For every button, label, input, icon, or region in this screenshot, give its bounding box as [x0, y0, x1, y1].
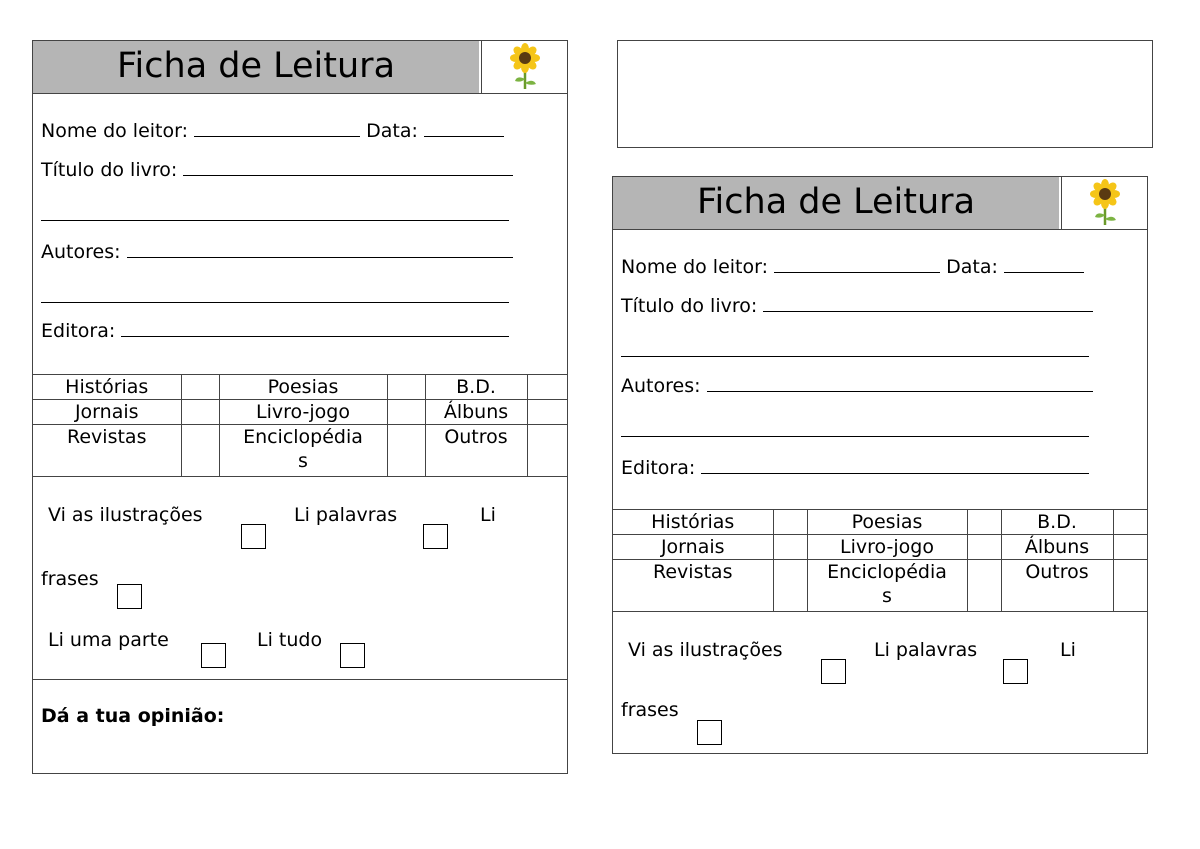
sentences-checkbox[interactable]	[697, 720, 722, 745]
reading-card-left	[32, 40, 568, 774]
type-checkbox[interactable]	[387, 425, 425, 477]
type-checkbox[interactable]	[181, 425, 219, 477]
table-row	[33, 425, 567, 477]
type-checkbox[interactable]	[181, 375, 219, 400]
type-checkbox[interactable]	[773, 560, 807, 612]
type-checkbox[interactable]	[1113, 560, 1147, 612]
type-checkbox[interactable]	[773, 510, 807, 535]
type-checkbox[interactable]	[967, 535, 1001, 560]
type-checkbox[interactable]	[527, 425, 567, 477]
words-label: Li palavras	[294, 504, 398, 526]
type-checkbox[interactable]	[773, 535, 807, 560]
type-label: Outros	[425, 425, 527, 477]
words-checkbox[interactable]	[1003, 659, 1028, 684]
type-label: Jornais	[613, 535, 773, 560]
publisher-field[interactable]	[121, 317, 509, 337]
table-row	[613, 510, 1147, 535]
authors-label: Autores:	[621, 375, 701, 397]
date-field[interactable]	[1004, 253, 1084, 273]
type-label: Histórias	[613, 510, 773, 535]
sentences-label-a: Li	[1060, 639, 1076, 661]
opinion-label: Dá a tua opinião:	[41, 705, 225, 727]
all-checkbox[interactable]	[340, 643, 365, 668]
authors-field[interactable]	[127, 238, 513, 258]
type-checkbox[interactable]	[967, 510, 1001, 535]
type-checkbox[interactable]	[1113, 535, 1147, 560]
type-label: Revistas	[33, 425, 181, 477]
book-title-label: Título do livro:	[41, 159, 178, 181]
publisher-label: Editora:	[621, 457, 696, 479]
authors-row-2	[621, 417, 1089, 442]
divider	[33, 679, 567, 680]
publisher-row	[41, 317, 509, 342]
type-checkbox[interactable]	[1113, 510, 1147, 535]
card-header	[33, 41, 567, 94]
illustrations-label: Vi as ilustrações	[628, 639, 783, 661]
date-field[interactable]	[424, 117, 504, 137]
type-label: Histórias	[33, 375, 181, 400]
type-checkbox[interactable]	[527, 400, 567, 425]
type-checkbox[interactable]	[387, 400, 425, 425]
book-title-row	[621, 292, 1093, 317]
book-title-field-2[interactable]	[41, 201, 509, 221]
type-label: Enciclopédia s	[219, 425, 387, 477]
part-label: Li uma parte	[48, 629, 169, 651]
type-label: Poesias	[807, 510, 967, 535]
table-row	[33, 400, 567, 425]
type-checkbox[interactable]	[181, 400, 219, 425]
type-checkbox[interactable]	[387, 375, 425, 400]
all-label: Li tudo	[257, 629, 323, 651]
part-checkbox[interactable]	[201, 643, 226, 668]
sunflower-icon	[481, 41, 567, 93]
type-label: Outros	[1001, 560, 1113, 612]
type-label: Enciclopédia s	[807, 560, 967, 612]
reader-row	[621, 253, 1084, 278]
publisher-field[interactable]	[701, 454, 1089, 474]
reading-card-right	[612, 176, 1148, 754]
type-label: Revistas	[613, 560, 773, 612]
book-title-row	[41, 156, 513, 181]
date-label: Data:	[366, 120, 418, 142]
type-label: Álbuns	[425, 400, 527, 425]
type-checkbox[interactable]	[967, 560, 1001, 612]
book-types-table	[33, 374, 567, 477]
book-title-field[interactable]	[183, 156, 513, 176]
book-title-field[interactable]	[763, 292, 1093, 312]
table-row	[33, 375, 567, 400]
reader-field[interactable]	[194, 117, 360, 137]
words-checkbox[interactable]	[423, 524, 448, 549]
words-label: Li palavras	[874, 639, 978, 661]
reader-label: Nome do leitor:	[41, 120, 188, 142]
authors-field-2[interactable]	[621, 417, 1089, 437]
authors-row	[41, 238, 513, 263]
book-title-row-2	[41, 201, 509, 226]
type-label: B.D.	[1001, 510, 1113, 535]
type-label: B.D.	[425, 375, 527, 400]
type-label: Jornais	[33, 400, 181, 425]
card-title: Ficha de Leitura	[613, 177, 1059, 229]
publisher-label: Editora:	[41, 320, 116, 342]
table-row	[613, 560, 1147, 612]
book-title-field-2[interactable]	[621, 337, 1089, 357]
illustrations-checkbox[interactable]	[241, 524, 266, 549]
card-title: Ficha de Leitura	[33, 41, 479, 93]
illustrations-checkbox[interactable]	[821, 659, 846, 684]
type-checkbox[interactable]	[527, 375, 567, 400]
type-label: Poesias	[219, 375, 387, 400]
card-header	[613, 177, 1147, 230]
sentences-label-b: frases	[621, 699, 679, 721]
authors-row-2	[41, 283, 509, 308]
blank-box	[617, 40, 1153, 148]
authors-field[interactable]	[707, 372, 1093, 392]
sunflower-icon	[1061, 177, 1147, 229]
type-label: Livro-jogo	[807, 535, 967, 560]
reader-label: Nome do leitor:	[621, 256, 768, 278]
sentences-label-b: frases	[41, 568, 99, 590]
book-title-row-2	[621, 337, 1089, 362]
sentences-checkbox[interactable]	[117, 584, 142, 609]
illustrations-label: Vi as ilustrações	[48, 504, 203, 526]
book-types-table	[613, 509, 1147, 612]
authors-label: Autores:	[41, 241, 121, 263]
date-label: Data:	[946, 256, 998, 278]
type-label: Livro-jogo	[219, 400, 387, 425]
book-title-label: Título do livro:	[621, 295, 758, 317]
authors-field-2[interactable]	[41, 283, 509, 303]
type-label: Álbuns	[1001, 535, 1113, 560]
reader-field[interactable]	[774, 253, 940, 273]
sentences-label-a: Li	[480, 504, 496, 526]
table-row	[613, 535, 1147, 560]
publisher-row	[621, 454, 1089, 479]
authors-row	[621, 372, 1093, 397]
reader-row	[41, 117, 504, 142]
